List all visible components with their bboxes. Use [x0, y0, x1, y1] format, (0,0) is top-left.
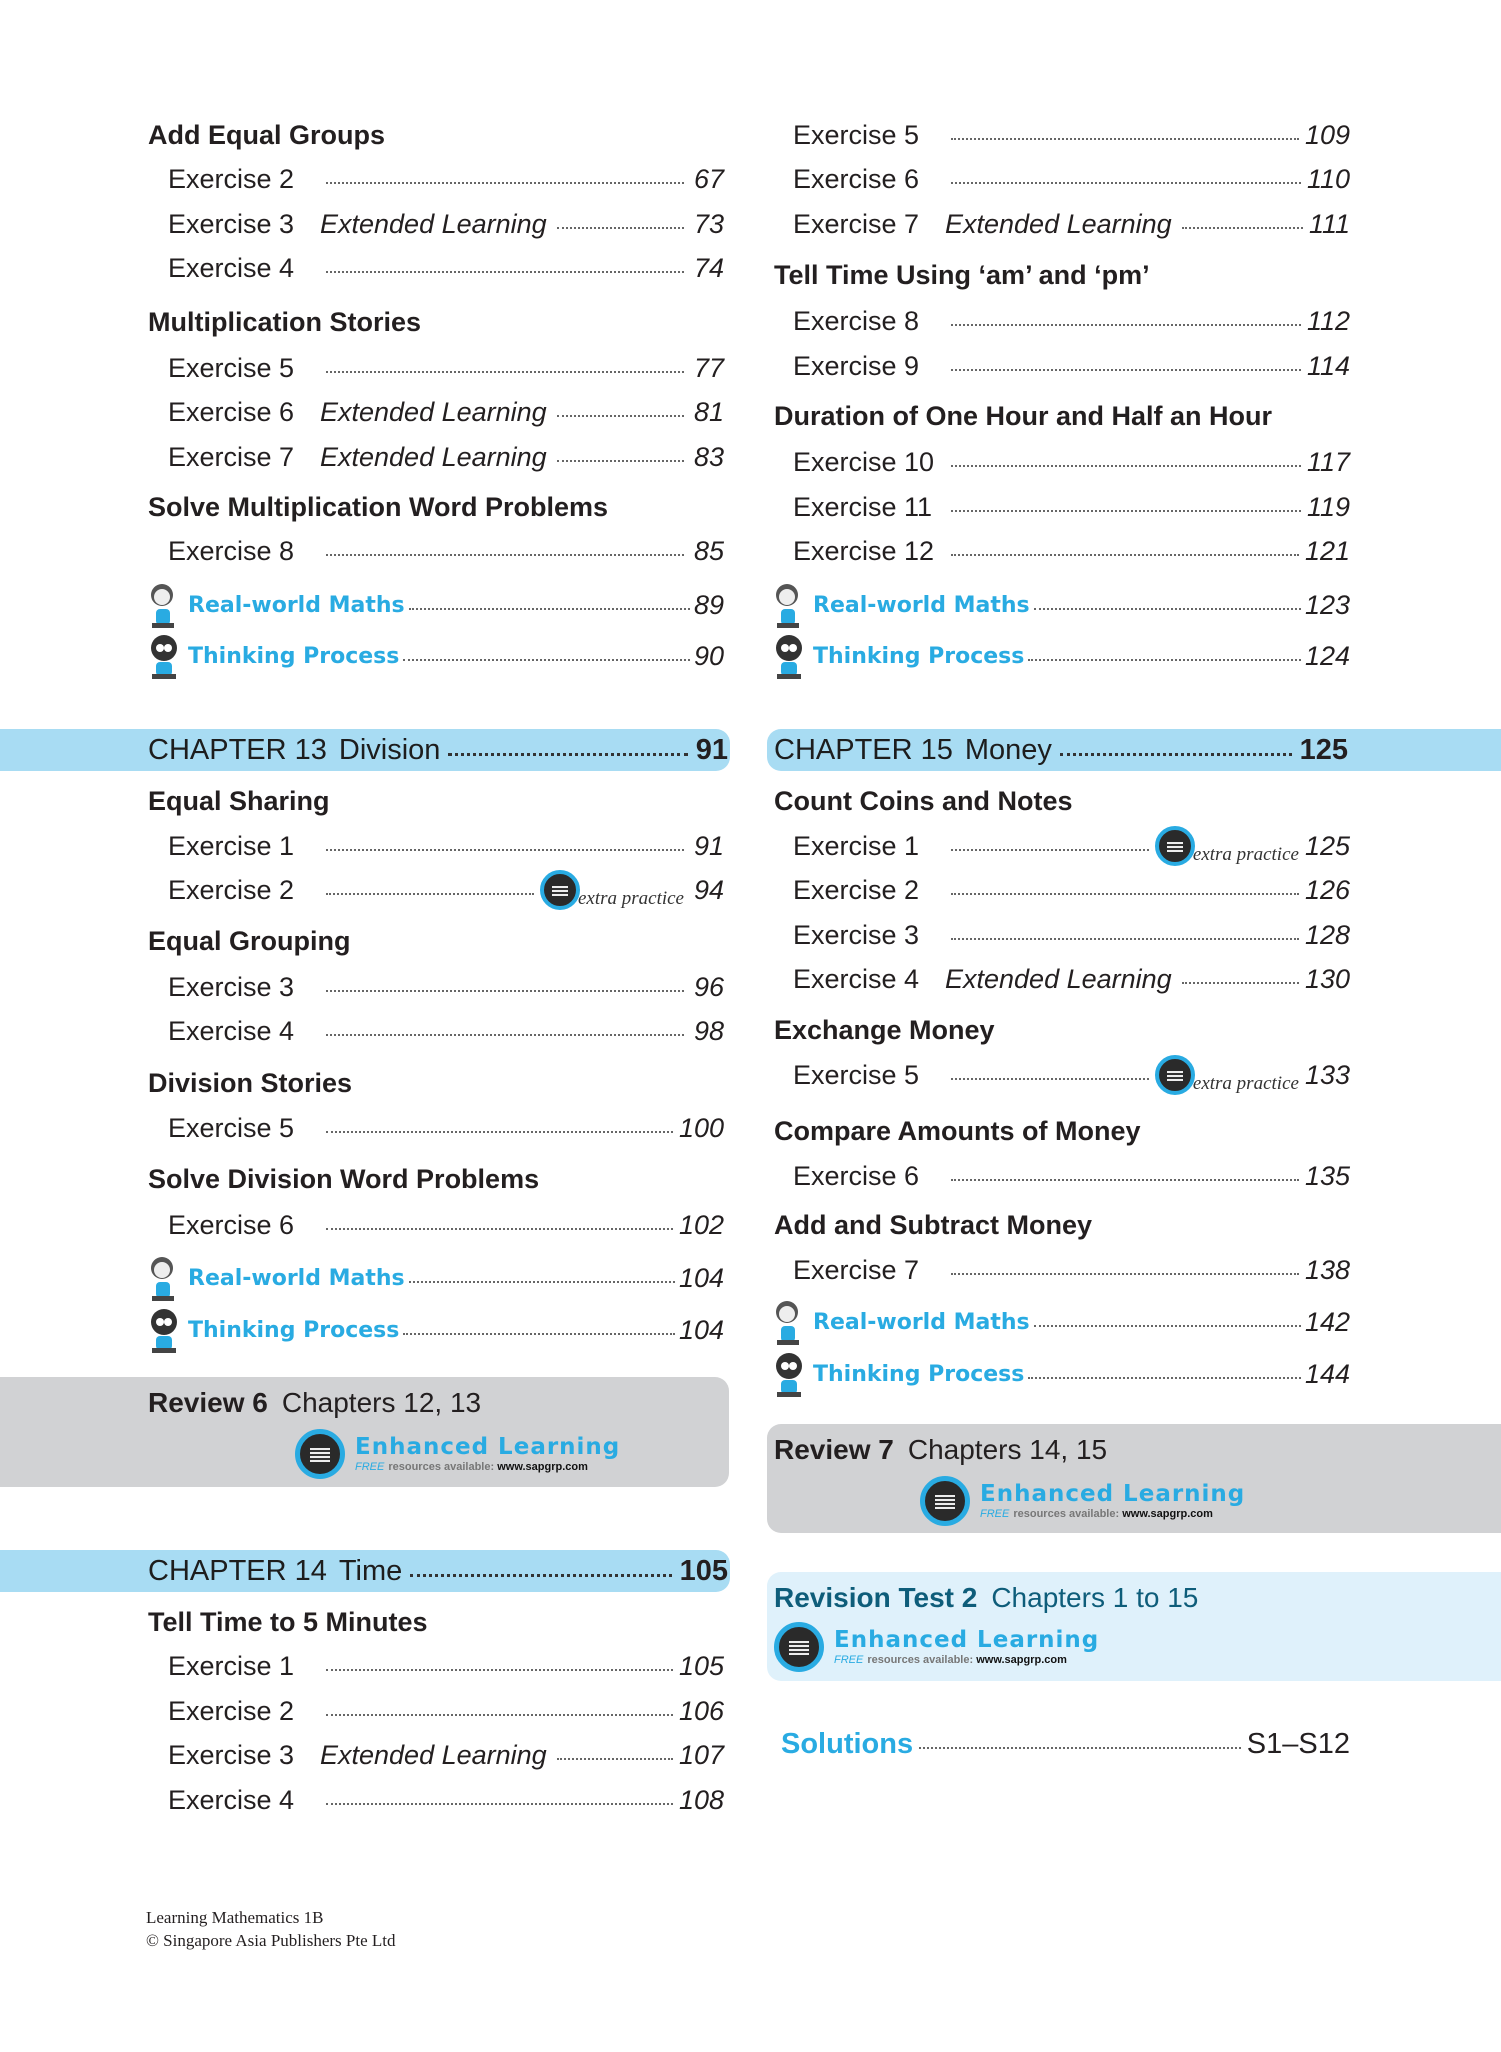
extra-practice-icon — [1155, 826, 1195, 866]
toc-entry[interactable] — [793, 348, 1350, 384]
copyright: © Singapore Asia Publishers Pte Ltd — [146, 1931, 396, 1950]
leader-dots — [409, 608, 690, 610]
enhanced-learning-badge — [774, 1622, 1099, 1672]
extended-learning-label: Extended Learning — [320, 396, 547, 427]
thinking-process-entry[interactable] — [146, 1310, 724, 1350]
page-number: 98 — [693, 1015, 724, 1046]
leader-dots — [557, 460, 684, 462]
toc-entry[interactable] — [793, 161, 1350, 197]
real-world-maths-entry[interactable] — [146, 1258, 724, 1298]
section-heading: Exchange Money — [774, 1015, 995, 1045]
toc-entry[interactable] — [168, 1207, 724, 1243]
solutions-label: Solutions — [781, 1727, 914, 1760]
leader-dots — [410, 1574, 671, 1577]
page-number: 105 — [678, 1650, 724, 1681]
section-heading: Tell Time Using ‘am’ and ‘pm’ — [774, 260, 1150, 290]
page-number: 117 — [1306, 446, 1350, 477]
leader-dots — [409, 1281, 675, 1283]
book-title: Learning Mathematics 1B — [146, 1908, 324, 1927]
exercise-label: Exercise 4 — [793, 963, 920, 994]
thinking-process-label: Thinking Process — [813, 643, 1025, 669]
real-world-maths-entry[interactable] — [771, 585, 1350, 625]
leader-dots — [951, 1179, 1299, 1181]
leader-dots — [403, 1333, 675, 1335]
revision-test-box[interactable] — [767, 1572, 1501, 1681]
free-label: FREE — [980, 1507, 1010, 1520]
exercise-label: Exercise 3 — [793, 919, 920, 950]
toc-entry[interactable] — [168, 1693, 724, 1729]
thinking-process-entry[interactable] — [771, 1354, 1350, 1394]
page-number: 106 — [678, 1695, 724, 1726]
boy-mascot-icon — [771, 581, 807, 629]
extended-learning-label: Extended Learning — [320, 208, 547, 239]
leader-dots — [951, 1078, 1149, 1080]
leader-dots — [951, 938, 1299, 940]
leader-dots — [326, 1228, 673, 1230]
thinker-mascot-icon — [146, 1306, 182, 1354]
page-number: 104 — [678, 1262, 724, 1293]
chapter-title: Time — [338, 1554, 403, 1587]
page-number: 104 — [678, 1314, 724, 1345]
exercise-label: Exercise 1 — [168, 830, 295, 861]
thinking-process-entry[interactable] — [771, 636, 1350, 676]
toc-entry[interactable] — [793, 533, 1350, 569]
exercise-label: Exercise 5 — [168, 352, 295, 383]
page-number: 128 — [1304, 919, 1350, 950]
solutions-entry[interactable] — [781, 1724, 1350, 1764]
toc-entry[interactable] — [168, 1110, 724, 1146]
free-label: FREE — [834, 1653, 864, 1666]
leader-dots — [951, 893, 1299, 895]
section-heading: Multiplication Stories — [148, 307, 422, 337]
resources-label: resources available: — [388, 1460, 495, 1473]
page-number: 110 — [1306, 163, 1350, 194]
review-chapters: Chapters 12, 13 — [281, 1387, 482, 1418]
exercise-label: Exercise 7 — [793, 208, 920, 239]
sapgrp-link[interactable]: www.sapgrp.com — [976, 1653, 1067, 1666]
thinker-mascot-icon — [771, 1350, 807, 1398]
section-heading: Equal Sharing — [148, 786, 330, 816]
exercise-label: Exercise 10 — [793, 446, 935, 477]
toc-entry[interactable] — [793, 303, 1350, 339]
page-number: 105 — [679, 1554, 728, 1587]
review-title — [774, 1434, 1107, 1466]
enhanced-learning-title: Enhanced Learning — [980, 1480, 1246, 1507]
leader-dots — [951, 324, 1301, 326]
toc-entry[interactable] — [168, 872, 724, 908]
page-number: 67 — [693, 163, 724, 194]
resources-label: resources available: — [1013, 1507, 1120, 1520]
page-number: 83 — [693, 441, 724, 472]
exercise-label: Exercise 5 — [793, 1059, 920, 1090]
page-number: 111 — [1308, 208, 1350, 239]
leader-dots — [951, 182, 1301, 184]
extra-practice-icon — [1155, 1055, 1195, 1095]
extra-practice-badge — [1155, 1055, 1299, 1095]
sapgrp-link[interactable]: www.sapgrp.com — [497, 1460, 588, 1473]
review-7-box[interactable] — [767, 1424, 1501, 1533]
chapter-title: Division — [338, 733, 441, 766]
toc-entry[interactable] — [168, 1013, 724, 1049]
exercise-label: Exercise 11 — [793, 491, 933, 522]
leader-dots — [951, 510, 1301, 512]
exercise-label: Exercise 3 — [168, 1739, 295, 1770]
extra-practice-label: extra practice — [577, 888, 684, 909]
exercise-label: Exercise 8 — [168, 535, 295, 566]
chapter-number: CHAPTER 15 — [774, 733, 953, 766]
enhanced-learning-title: Enhanced Learning — [355, 1433, 621, 1460]
boy-mascot-icon — [771, 1298, 807, 1346]
section-heading: Add Equal Groups — [148, 120, 386, 150]
leader-dots — [326, 849, 684, 851]
leader-dots — [1060, 753, 1292, 756]
toc-entry[interactable] — [793, 1252, 1350, 1288]
revision-title — [774, 1582, 1198, 1614]
real-world-maths-label: Real-world Maths — [188, 1265, 405, 1291]
exercise-label: Exercise 1 — [793, 830, 920, 861]
leader-dots — [1182, 982, 1299, 984]
extra-practice-label: extra practice — [1192, 844, 1299, 865]
exercise-label: Exercise 6 — [168, 1209, 295, 1240]
toc-entry[interactable] — [168, 250, 724, 286]
page-number: 144 — [1304, 1358, 1350, 1389]
revision-chapters: Chapters 1 to 15 — [991, 1582, 1199, 1613]
exercise-label: Exercise 4 — [168, 252, 295, 283]
thinking-process-label: Thinking Process — [813, 1361, 1025, 1387]
review-label: Review 7 — [774, 1434, 894, 1465]
exercise-label: Exercise 5 — [793, 119, 920, 150]
exercise-label: Exercise 5 — [168, 1112, 295, 1143]
page-number: 94 — [693, 874, 724, 905]
exercise-label: Exercise 7 — [168, 441, 295, 472]
toc-entry[interactable] — [793, 444, 1350, 480]
toc-entry[interactable] — [168, 828, 724, 864]
page-number: 124 — [1304, 640, 1350, 671]
page-number: 85 — [693, 535, 724, 566]
page-number: 130 — [1304, 963, 1350, 994]
toc-entry[interactable] — [793, 917, 1350, 953]
page-number: 123 — [1304, 589, 1350, 620]
toc-entry[interactable] — [793, 206, 1350, 242]
leader-dots — [448, 753, 687, 756]
toc-entry[interactable] — [168, 1737, 724, 1773]
extra-practice-label: extra practice — [1192, 1073, 1299, 1094]
toc-entry[interactable] — [168, 533, 724, 569]
real-world-maths-label: Real-world Maths — [813, 1309, 1030, 1335]
sapgrp-link[interactable]: www.sapgrp.com — [1122, 1507, 1213, 1520]
leader-dots — [951, 369, 1301, 371]
exercise-label: Exercise 6 — [793, 163, 920, 194]
section-heading: Solve Multiplication Word Problems — [148, 492, 609, 522]
page-number: 102 — [678, 1209, 724, 1240]
leader-dots — [951, 465, 1301, 467]
exercise-label: Exercise 9 — [793, 350, 920, 381]
toc-entry[interactable] — [793, 1057, 1350, 1093]
real-world-maths-entry[interactable] — [771, 1302, 1350, 1342]
page-number: 100 — [678, 1112, 724, 1143]
page-number: 89 — [693, 589, 724, 620]
toc-entry[interactable] — [168, 350, 724, 386]
enhanced-learning-badge — [920, 1476, 1245, 1526]
exercise-label: Exercise 3 — [168, 208, 295, 239]
page-number: 126 — [1304, 874, 1350, 905]
leader-dots — [557, 227, 684, 229]
leader-dots — [557, 1758, 673, 1760]
revision-label: Revision Test 2 — [774, 1582, 978, 1613]
extended-learning-label: Extended Learning — [945, 208, 1172, 239]
page-number: 125 — [1304, 830, 1350, 861]
page-footer — [146, 1906, 396, 1952]
review-6-box[interactable] — [0, 1377, 729, 1487]
page-number: 119 — [1306, 491, 1350, 522]
exercise-label: Exercise 6 — [168, 396, 295, 427]
toc-entry[interactable] — [168, 969, 724, 1005]
toc-entry[interactable] — [168, 161, 724, 197]
resources-label: resources available: — [867, 1653, 974, 1666]
page-number: 81 — [693, 396, 724, 427]
page-number: 109 — [1304, 119, 1350, 150]
page-number: 73 — [693, 208, 724, 239]
extra-practice-icon — [540, 870, 580, 910]
page-number: 77 — [693, 352, 724, 383]
leader-dots — [1034, 608, 1301, 610]
free-label: FREE — [355, 1460, 385, 1473]
section-heading: Count Coins and Notes — [774, 786, 1073, 816]
boy-mascot-icon — [146, 1254, 182, 1302]
extended-learning-label: Extended Learning — [320, 1739, 547, 1770]
toc-entry[interactable] — [168, 439, 724, 475]
section-heading: Add and Subtract Money — [774, 1210, 1093, 1240]
page-number: 91 — [695, 733, 728, 766]
boy-mascot-icon — [146, 581, 182, 629]
leader-dots — [919, 1747, 1241, 1749]
page-number: 138 — [1304, 1254, 1350, 1285]
exercise-label: Exercise 2 — [793, 874, 920, 905]
toc-entry[interactable] — [793, 489, 1350, 525]
leader-dots — [326, 1669, 673, 1671]
page-number: 121 — [1304, 535, 1350, 566]
exercise-label: Exercise 2 — [168, 874, 295, 905]
exercise-label: Exercise 12 — [793, 535, 935, 566]
extended-learning-label: Extended Learning — [945, 963, 1172, 994]
toc-entry[interactable] — [793, 1158, 1350, 1194]
leader-dots — [326, 1131, 673, 1133]
page-number: 135 — [1304, 1160, 1350, 1191]
section-heading: Compare Amounts of Money — [774, 1116, 1141, 1146]
leader-dots — [1028, 1377, 1301, 1379]
leader-dots — [557, 415, 684, 417]
leader-dots — [326, 990, 684, 992]
leader-dots — [951, 1273, 1299, 1275]
chapter-15-bar[interactable] — [767, 729, 1501, 771]
thinker-mascot-icon — [771, 632, 807, 680]
enhanced-learning-icon — [295, 1429, 345, 1479]
page-number: 114 — [1306, 350, 1350, 381]
page-number: 90 — [693, 640, 724, 671]
real-world-maths-label: Real-world Maths — [813, 592, 1030, 618]
page-number: 108 — [678, 1784, 724, 1815]
chapter-number: CHAPTER 14 — [148, 1554, 327, 1587]
real-world-maths-entry[interactable] — [146, 585, 724, 625]
toc-entry[interactable] — [168, 1648, 724, 1684]
review-title — [148, 1387, 481, 1419]
chapter-14-bar[interactable] — [0, 1550, 730, 1592]
page-number: 74 — [693, 252, 724, 283]
chapter-number: CHAPTER 13 — [148, 733, 327, 766]
leader-dots — [951, 138, 1299, 140]
leader-dots — [403, 659, 690, 661]
exercise-label: Exercise 3 — [168, 971, 295, 1002]
thinking-process-label: Thinking Process — [188, 1317, 400, 1343]
chapter-13-bar[interactable] — [0, 729, 730, 771]
page-number: 133 — [1304, 1059, 1350, 1090]
page-number: 125 — [1299, 733, 1348, 766]
toc-entry[interactable] — [793, 961, 1350, 997]
section-heading: Tell Time to 5 Minutes — [148, 1607, 428, 1637]
toc-entry[interactable] — [793, 117, 1350, 153]
page-number: 96 — [693, 971, 724, 1002]
exercise-label: Exercise 8 — [793, 305, 920, 336]
page-number: 107 — [678, 1739, 724, 1770]
leader-dots — [326, 1803, 673, 1805]
leader-dots — [951, 554, 1299, 556]
section-heading: Duration of One Hour and Half an Hour — [774, 401, 1272, 431]
toc-entry[interactable] — [793, 872, 1350, 908]
leader-dots — [1028, 659, 1301, 661]
leader-dots — [326, 554, 684, 556]
leader-dots — [326, 271, 684, 273]
review-label: Review 6 — [148, 1387, 268, 1418]
extra-practice-badge — [540, 870, 684, 910]
exercise-label: Exercise 2 — [168, 163, 295, 194]
leader-dots — [326, 182, 684, 184]
exercise-label: Exercise 7 — [793, 1254, 920, 1285]
exercise-label: Exercise 4 — [168, 1784, 295, 1815]
extended-learning-label: Extended Learning — [320, 441, 547, 472]
exercise-label: Exercise 1 — [168, 1650, 295, 1681]
leader-dots — [326, 1714, 673, 1716]
leader-dots — [326, 371, 684, 373]
real-world-maths-label: Real-world Maths — [188, 592, 405, 618]
leader-dots — [951, 849, 1149, 851]
leader-dots — [1182, 227, 1303, 229]
exercise-label: Exercise 6 — [793, 1160, 920, 1191]
leader-dots — [326, 1034, 684, 1036]
thinking-process-label: Thinking Process — [188, 643, 400, 669]
thinking-process-entry[interactable] — [146, 636, 724, 676]
section-heading: Solve Division Word Problems — [148, 1164, 540, 1194]
page-number: 91 — [693, 830, 724, 861]
thinker-mascot-icon — [146, 632, 182, 680]
solutions-pages: S1–S12 — [1246, 1727, 1350, 1760]
section-heading: Equal Grouping — [148, 926, 351, 956]
enhanced-learning-icon — [920, 1476, 970, 1526]
exercise-label: Exercise 2 — [168, 1695, 295, 1726]
exercise-label: Exercise 4 — [168, 1015, 295, 1046]
toc-entry[interactable] — [168, 1782, 724, 1818]
enhanced-learning-icon — [774, 1622, 824, 1672]
leader-dots — [326, 893, 534, 895]
extra-practice-badge — [1155, 826, 1299, 866]
page-number: 112 — [1306, 305, 1350, 336]
toc-entry[interactable] — [168, 206, 724, 242]
enhanced-learning-title: Enhanced Learning — [834, 1626, 1100, 1653]
toc-entry[interactable] — [168, 394, 724, 430]
section-heading: Division Stories — [148, 1068, 353, 1098]
enhanced-learning-badge — [295, 1429, 620, 1479]
chapter-title: Money — [964, 733, 1052, 766]
page-number: 142 — [1304, 1306, 1350, 1337]
leader-dots — [1034, 1325, 1301, 1327]
review-chapters: Chapters 14, 15 — [907, 1434, 1108, 1465]
toc-entry[interactable] — [793, 828, 1350, 864]
